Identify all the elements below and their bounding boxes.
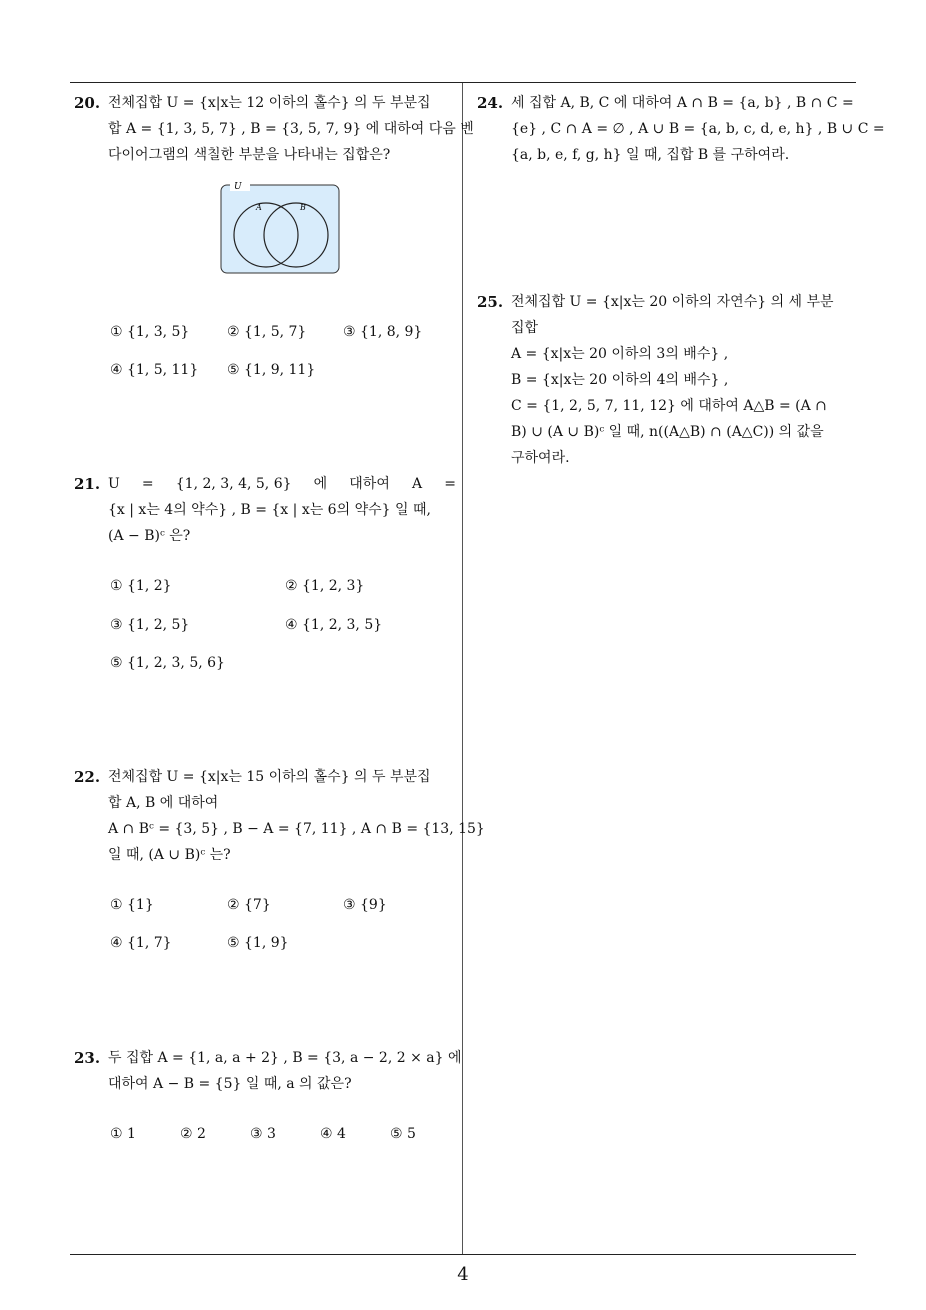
question-text-line: 두 집합 A = {1, a, a + 2} , B = {3, a − 2, 2 × a} 에: [108, 1050, 462, 1066]
question-text-line: 일 때, (A ∪ B)ᶜ 는?: [108, 847, 231, 863]
question-text-line: {e} , C ∩ A = ∅ , A ∪ B = {a, b, c, d, e, h} , B ∪ C =: [511, 121, 885, 137]
question-text-line: [108, 471, 456, 497]
choice-1[interactable]: ① {1}: [110, 897, 154, 913]
choice-2[interactable]: ② {7}: [227, 897, 271, 913]
column-divider: [462, 83, 463, 1254]
choice-3[interactable]: ③ 3: [250, 1126, 276, 1142]
venn-set-a-label: A: [256, 203, 262, 212]
question-number: 23.: [74, 1049, 101, 1067]
question-number: 22.: [74, 768, 101, 786]
question-text-line: 다이어그램의 색칠한 부분을 나타내는 집합은?: [108, 147, 391, 163]
choice-3[interactable]: ③ {1, 2, 5}: [110, 617, 190, 633]
question-text-line: (A − B)ᶜ 은?: [108, 528, 191, 544]
text-fragment: 에: [313, 476, 328, 492]
text-fragment: =: [444, 476, 456, 492]
choice-5[interactable]: ⑤ {1, 9}: [227, 935, 289, 951]
text-fragment: U: [108, 476, 120, 492]
question-number: 21.: [74, 475, 101, 493]
choice-1[interactable]: ① 1: [110, 1126, 136, 1142]
text-fragment: 대하여: [349, 476, 390, 492]
text-fragment: {1, 2, 3, 4, 5, 6}: [175, 476, 292, 492]
question-text-line: 전체집합 U = {x|x는 15 이하의 홀수} 의 두 부분집: [108, 769, 431, 785]
text-fragment: A: [411, 476, 423, 492]
venn-diagram: [218, 180, 342, 278]
choice-3[interactable]: ③ {1, 8, 9}: [343, 324, 423, 340]
question-24: [477, 90, 885, 168]
question-text-line: 전체집합 U = {x|x는 12 이하의 홀수} 의 두 부분집: [108, 95, 431, 111]
choice-4[interactable]: ④ 4: [320, 1126, 346, 1142]
choice-4[interactable]: ④ {1, 7}: [110, 935, 172, 951]
question-text-line: C = {1, 2, 5, 7, 11, 12} 에 대하여 A△B = (A ∩: [511, 398, 827, 414]
question-text-line: A = {x|x는 20 이하의 3의 배수} ,: [511, 346, 729, 362]
question-23: [74, 1045, 462, 1097]
question-text-line: B) ∪ (A ∪ B)ᶜ 일 때, n((A△B) ∩ (A△C)) 의 값을: [511, 424, 824, 440]
question-text-line: 구하여라.: [511, 450, 570, 466]
choice-2[interactable]: ② 2: [180, 1126, 206, 1142]
question-21: [74, 471, 456, 549]
choice-3[interactable]: ③ {9}: [343, 897, 387, 913]
question-number: 24.: [477, 94, 504, 112]
question-text-line: 전체집합 U = {x|x는 20 이하의 자연수} 의 세 부분: [511, 294, 834, 310]
choice-4[interactable]: ④ {1, 5, 11}: [110, 362, 199, 378]
choice-5[interactable]: ⑤ 5: [390, 1126, 416, 1142]
choice-5[interactable]: ⑤ {1, 2, 3, 5, 6}: [110, 655, 225, 671]
choice-1[interactable]: ① {1, 3, 5}: [110, 324, 190, 340]
question-22: [74, 764, 485, 868]
question-text-line: {a, b, e, f, g, h} 일 때, 집합 B 를 구하여라.: [511, 147, 790, 163]
question-number: 20.: [74, 94, 101, 112]
bottom-rule: [70, 1254, 856, 1255]
question-number: 25.: [477, 293, 504, 311]
page-number: 4: [457, 1264, 469, 1285]
choice-1[interactable]: ① {1, 2}: [110, 578, 172, 594]
question-20: [74, 90, 474, 168]
choice-2[interactable]: ② {1, 2, 3}: [285, 578, 365, 594]
choice-5[interactable]: ⑤ {1, 9, 11}: [227, 362, 316, 378]
venn-set-b-label: B: [300, 203, 306, 212]
venn-universe-label: U: [234, 182, 242, 192]
question-text-line: 세 집합 A, B, C 에 대하여 A ∩ B = {a, b} , B ∩ C =: [511, 95, 854, 111]
question-text-line: 합 A, B 에 대하여: [108, 795, 219, 811]
question-text-line: 합 A = {1, 3, 5, 7} , B = {3, 5, 7, 9} 에 대하여 다음 벤: [108, 121, 474, 137]
choice-4[interactable]: ④ {1, 2, 3, 5}: [285, 617, 383, 633]
question-text-line: {x | x는 4의 약수} , B = {x | x는 6의 약수} 일 때,: [108, 502, 431, 518]
text-fragment: =: [141, 476, 154, 492]
top-rule: [70, 82, 856, 83]
question-text-line: 대하여 A − B = {5} 일 때, a 의 값은?: [108, 1076, 352, 1092]
question-text-line: B = {x|x는 20 이하의 4의 배수} ,: [511, 372, 729, 388]
question-text-line: 집합: [511, 320, 539, 336]
choice-2[interactable]: ② {1, 5, 7}: [227, 324, 307, 340]
question-25: [477, 289, 861, 471]
venn-universe-rect: [221, 185, 339, 273]
question-text-line: A ∩ Bᶜ = {3, 5} , B − A = {7, 11} , A ∩ B = {13, 15}: [108, 821, 485, 837]
